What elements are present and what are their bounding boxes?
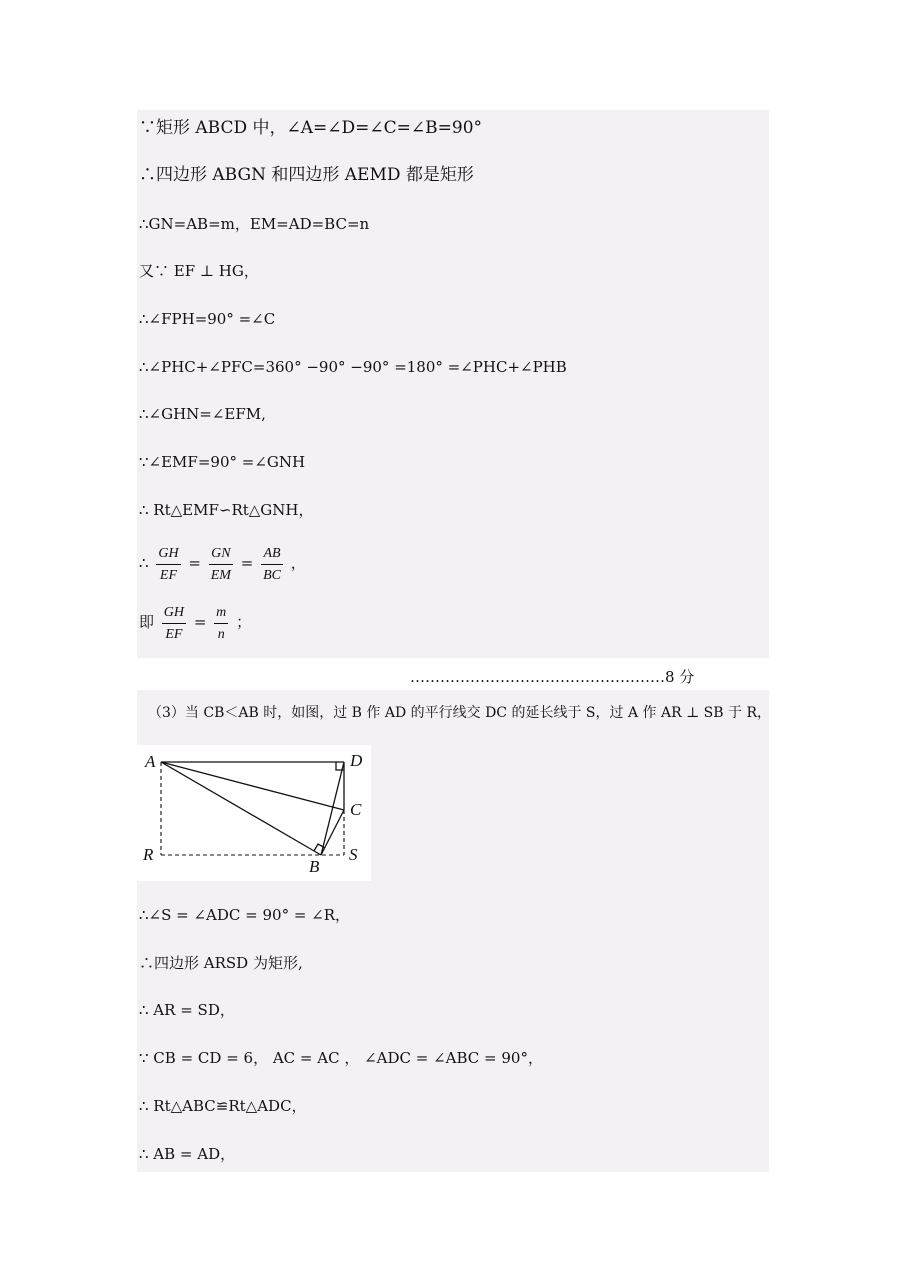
- vertex-label-B: B: [309, 857, 320, 876]
- fraction-prefix: 即: [139, 613, 155, 631]
- fraction-line: [139, 602, 251, 643]
- equals-sign: =: [193, 613, 207, 631]
- proof-line: ∴∠PHC+∠PFC=360° −90° −90° =180° =∠PHC+∠PHB: [139, 358, 567, 376]
- proof-line: ∴∠FPH=90° =∠C: [139, 310, 276, 328]
- proof-line: ∴ AB = AD，: [139, 1145, 236, 1163]
- fraction: [156, 545, 180, 584]
- proof-line: ∴四边形 ARSD 为矩形,: [139, 954, 303, 972]
- proof-line: ∴∠GHN=∠EFM,: [139, 405, 266, 423]
- fraction-numerator: m: [214, 604, 228, 624]
- fraction-denominator: n: [217, 626, 225, 642]
- vertex-label-S: S: [349, 845, 358, 864]
- proof-line: ∴ AR = SD，: [139, 1001, 235, 1019]
- fraction-denominator: EF: [159, 567, 177, 583]
- fraction-denominator: EF: [165, 626, 183, 642]
- proof-line: ∴GN=AB=m，EM=AD=BC=n: [139, 215, 370, 233]
- segment-AB: [161, 762, 321, 855]
- segment-AC: [161, 762, 344, 810]
- fraction: [214, 604, 228, 643]
- proof-line: ∴ Rt△ABC≌Rt△ADC，: [139, 1097, 307, 1115]
- part3-intro: （3）当 CB＜AB 时，如图，过 B 作 AD 的平行线交 DC 的延长线于 S，过 A 作 AR ⊥ SB 于 R，: [148, 705, 772, 721]
- fraction-prefix: ∴: [139, 554, 149, 572]
- vertex-label-A: A: [145, 752, 156, 771]
- fraction-numerator: GN: [209, 545, 232, 565]
- fraction: [261, 545, 283, 584]
- fraction-denominator: BC: [263, 567, 281, 583]
- fraction-numerator: GH: [156, 545, 180, 565]
- fraction: [162, 604, 186, 643]
- vertex-label-R: R: [143, 845, 154, 864]
- fraction-line: [139, 543, 306, 584]
- equals-sign: =: [188, 554, 201, 572]
- geometry-diagram: [137, 745, 371, 881]
- fraction-numerator: GH: [162, 604, 186, 624]
- fraction-numerator: AB: [261, 545, 282, 565]
- proof-line: ∴ Rt△EMF∽Rt△GNH，: [139, 501, 314, 519]
- score-marker: ……………………………………………8 分: [410, 668, 695, 686]
- geometry-figure: [137, 745, 371, 881]
- fraction: [209, 545, 233, 584]
- proof-line: ∴∠S = ∠ADC = 90° = ∠R，: [139, 906, 351, 924]
- vertex-label-D: D: [350, 751, 363, 770]
- vertex-label-C: C: [350, 800, 362, 819]
- proof-line: 又∵ EF ⊥ HG，: [139, 262, 259, 280]
- equals-sign: =: [240, 554, 254, 572]
- proof-line: ∴四边形 ABGN 和四边形 AEMD 都是矩形: [139, 165, 474, 185]
- proof-line: ∵ CB = CD = 6， AC = AC ， ∠ADC = ∠ABC = 90°，: [139, 1049, 543, 1067]
- fraction-suffix: ；: [236, 613, 252, 631]
- fraction-suffix: ，: [290, 554, 306, 572]
- fraction-denominator: EM: [210, 567, 231, 583]
- proof-line: ∵矩形 ABCD 中，∠A=∠D=∠C=∠B=90°: [139, 118, 483, 138]
- proof-line: ∵∠EMF=90° =∠GNH: [139, 453, 306, 471]
